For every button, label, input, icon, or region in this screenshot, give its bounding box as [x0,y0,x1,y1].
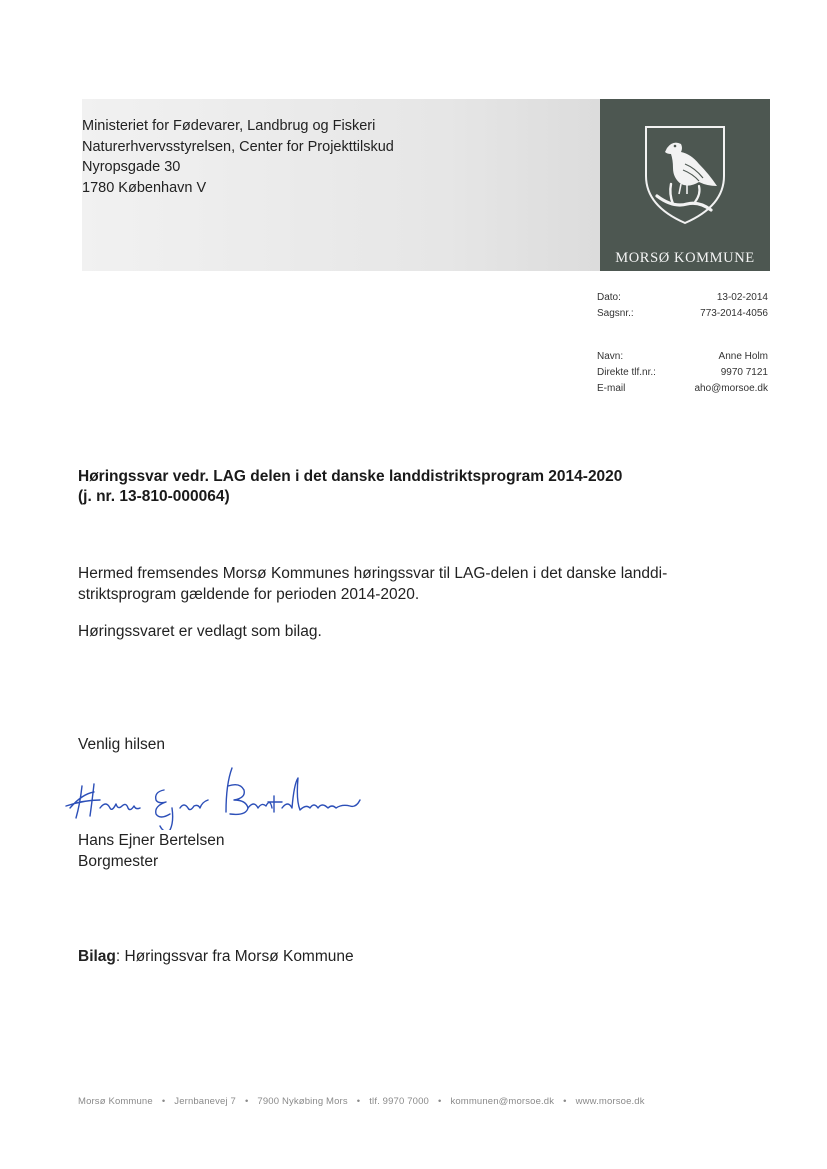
body-paragraph [78,564,667,605]
closing-greeting: Venlig hilsen [78,736,166,753]
recipient-line: Naturerhvervsstyrelsen, Center for Projekttilskud [82,138,394,155]
meta-label-case-number: Sagsnr.: [597,308,634,319]
meta-value-case-number: 773-2014-4056 [700,308,768,319]
attachment-label: Bilag [78,948,116,965]
body-line: striktsprogram gældende for perioden 2014-2020. [78,585,420,603]
footer-organization: Morsø Kommune [78,1096,153,1107]
subject-reference: (j. nr. 13-810-000064) [78,488,230,505]
meta-value-date: 13-02-2014 [716,292,768,303]
signer-block [78,831,224,872]
recipient-address [82,116,394,198]
footer-website[interactable]: www.morsoe.dk [575,1096,645,1107]
meta-value-email: aho@morsoe.dk [694,383,768,394]
logo-wordmark: MORSØ KOMMUNE [615,250,755,266]
meta-value-name: Anne Holm [718,351,768,362]
footer-postal: 7900 Nykøbing Mors [257,1096,348,1107]
recipient-line: 1780 København V [82,179,207,196]
footer-separator: • [356,1096,361,1107]
recipient-line: Ministeriet for Fødevarer, Landbrug og Fiskeri [82,118,376,134]
footer-separator: • [437,1096,442,1107]
handwritten-signature [60,764,370,830]
footer-street: Jernbanevej 7 [174,1096,236,1107]
recipient-line: Nyropsgade 30 [82,159,181,175]
footer-phone: tlf. 9970 7000 [369,1096,429,1107]
body-line: Hermed fremsendes Morsø Kommunes høringssvar til LAG-delen i det danske landdi- [78,565,668,582]
body-line: Høringssvaret er vedlagt som bilag. [78,623,322,640]
signer-name: Hans Ejner Bertelsen [78,832,225,849]
letter-footer [78,1096,645,1107]
body-paragraph-attachment-note [78,622,322,643]
meta-label-email: E-mail [597,383,626,394]
meta-label-name: Navn: [597,351,624,362]
attachment-text: : Høringssvar fra Morsø Kommune [115,948,354,965]
footer-email[interactable]: kommunen@morsoe.dk [450,1096,555,1107]
meta-label-phone: Direkte tlf.nr.: [597,367,656,378]
municipality-logo [600,99,770,271]
footer-separator: • [244,1096,249,1107]
meta-label-date: Dato: [597,292,621,303]
footer-separator: • [161,1096,166,1107]
attachment-line [78,947,354,968]
footer-separator: • [563,1096,567,1107]
crest-pigeon-icon [643,124,727,226]
letter-subject [78,467,622,507]
meta-value-phone: 9970 7121 [720,367,768,378]
signer-title: Borgmester [78,852,159,870]
subject-line: Høringssvar vedr. LAG delen i det danske landdistriktsprogram 2014-2020 [78,468,623,485]
